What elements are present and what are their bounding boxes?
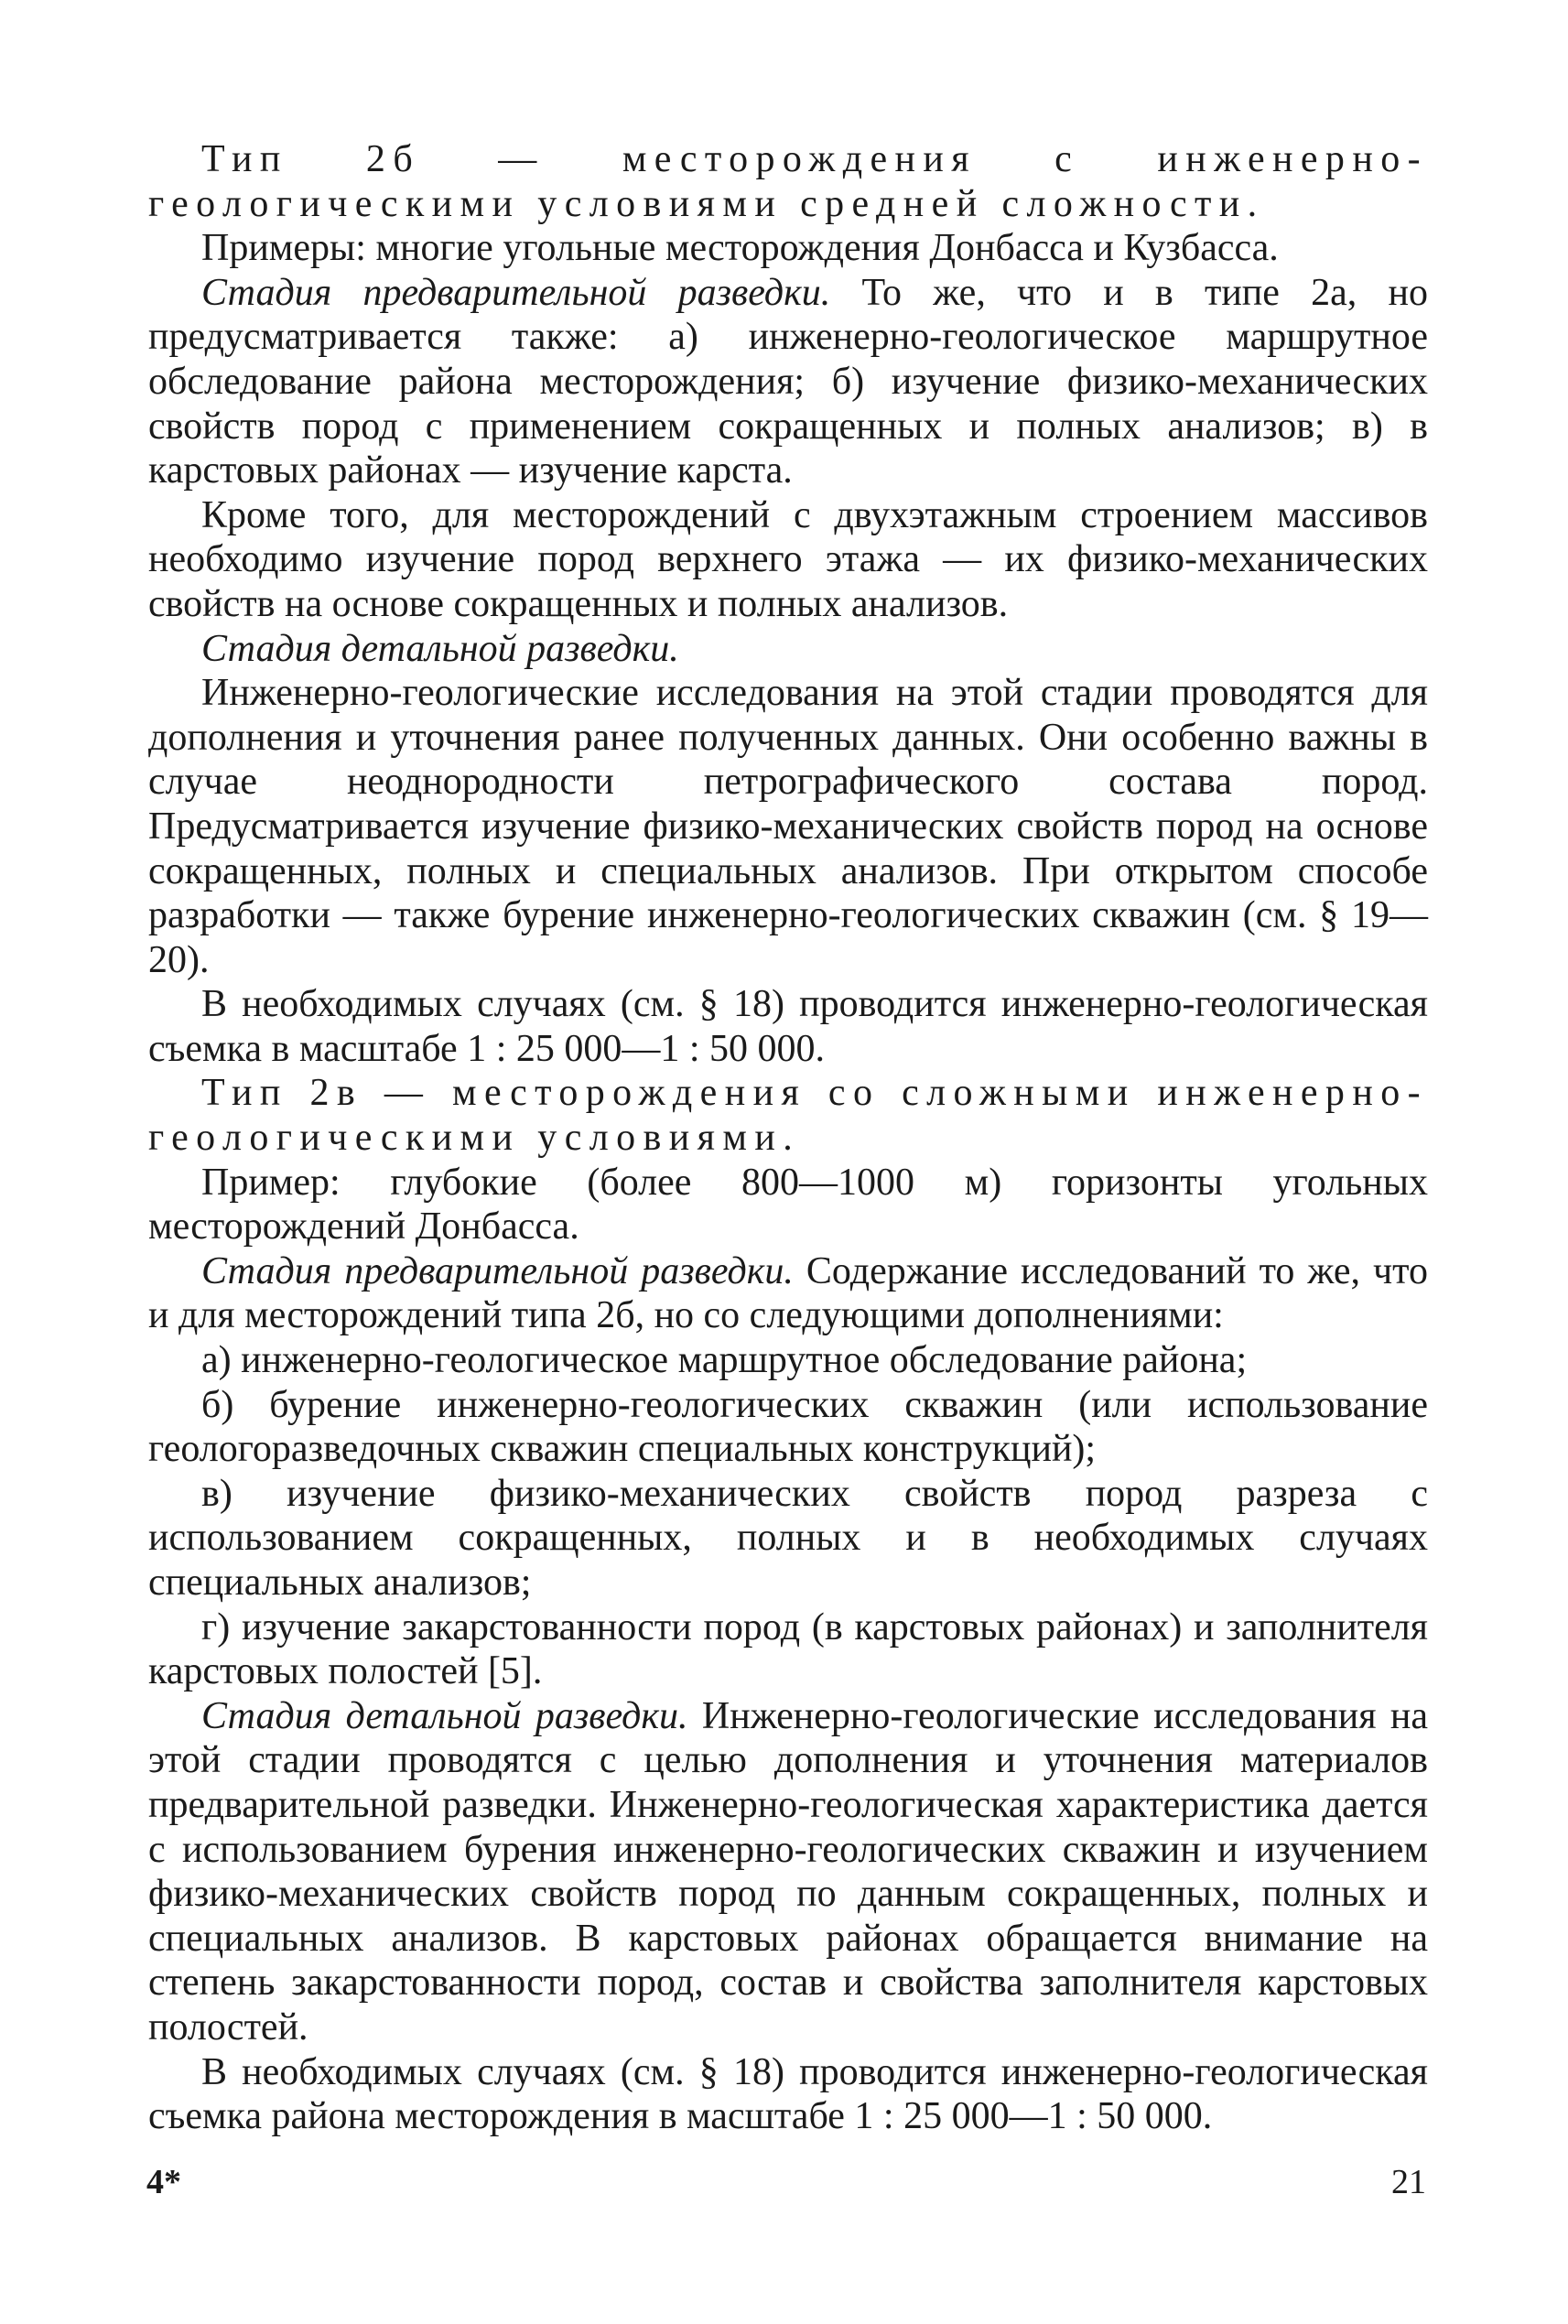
examples-paragraph: Примеры: многие угольные месторождения Донбасса и Кузбасса. <box>201 227 1279 270</box>
preliminary-stage-2b: Стадия предварительной разведки. То же, что и в типе 2а, но предусматривается также: а) инженерно-геологическое маршрутное обследование района месторождения; б) изучение физико-механических свойств пород с применением сокращенных и полных анализов; в) в карстовых районах — изучение карста. <box>148 271 1428 492</box>
list-item-a: а) инженерно-геологическое маршрутное обследование района; <box>201 1339 1248 1382</box>
stage-title: Стадия предварительной разведки. <box>201 1249 794 1292</box>
stage-title: Стадия предварительной разведки. <box>201 271 831 314</box>
list-item-d: г) изучение закарстованности пород (в карстовых районах) и заполнителя карстовых полостей [5]. <box>148 1605 1428 1693</box>
survey-paragraph: В необходимых случаях (см. § 18) проводится инженерно-геологическая съемка в масштабе 1 : 25 000—1 : 50 000. <box>148 983 1428 1070</box>
preliminary-stage-2v: Стадия предварительной разведки. Содержание исследований то же, что и для месторождений типа 2б, но со следующими дополнениями: <box>148 1249 1428 1337</box>
type-2b-heading: Тип 2б — месторождения с инженерно-геологическими условиями средней сложности. <box>148 138 1428 225</box>
list-item-b: б) бурение инженерно-геологических скважин (или использование геологоразведочных скважин специальных конструкций); <box>148 1383 1428 1471</box>
detailed-stage-title-2b: Стадия детальной разведки. <box>201 627 679 670</box>
signature-mark: 4* <box>146 2163 181 2201</box>
stage-title: Стадия детальной разведки. <box>201 1694 688 1737</box>
type-2v-heading: Тип 2в — месторождения со сложными инженерно-геологическими условиями. <box>148 1072 1428 1160</box>
page-number: 21 <box>1391 2163 1426 2201</box>
detailed-stage-paragraph: Инженерно-геологические исследования на этой стадии проводятся для дополнения и уточнения ранее полученных данных. Они особенно важны в случае неоднородности петрографического состава пород. Предусматривается изучение физико-механических свойств пород на основе сокращенных, полных и специальных анализов. При открытом способе разработки — также бурение инженерно-геологических скважин (см. § 19—20). <box>148 672 1428 981</box>
detailed-stage-2v: Стадия детальной разведки. Инженерно-геологические исследования на этой стадии проводятся с целью дополнения и уточнения материалов предварительной разведки. Инженерно-геологическая характеристика дается с использованием бурения инженерно-геологических скважин и изучением физико-механических свойств пород по данным сокращенных, полных и специальных анализов. В карстовых районах обращается внимание на степень закарстованности пород, состав и свойства заполнителя карстовых полостей. <box>148 1694 1428 2048</box>
survey-paragraph-2v: В необходимых случаях (см. § 18) проводится инженерно-геологическая съемка района месторождения в масштабе 1 : 25 000—1 : 50 000. <box>148 2050 1428 2138</box>
example-paragraph: Пример: глубокие (более 800—1000 м) горизонты угольных месторождений Донбасса. <box>148 1161 1428 1248</box>
list-item-c: в) изучение физико-механических свойств пород разреза с использованием сокращенных, полных и в необходимых случаях специальных анализов; <box>148 1472 1428 1604</box>
two-storey-paragraph: Кроме того, для месторождений с двухэтажным строением массивов необходимо изучение пород верхнего этажа — их физико-механических свойств на основе сокращенных и полных анализов. <box>148 493 1428 625</box>
body-text <box>148 137 1428 2139</box>
